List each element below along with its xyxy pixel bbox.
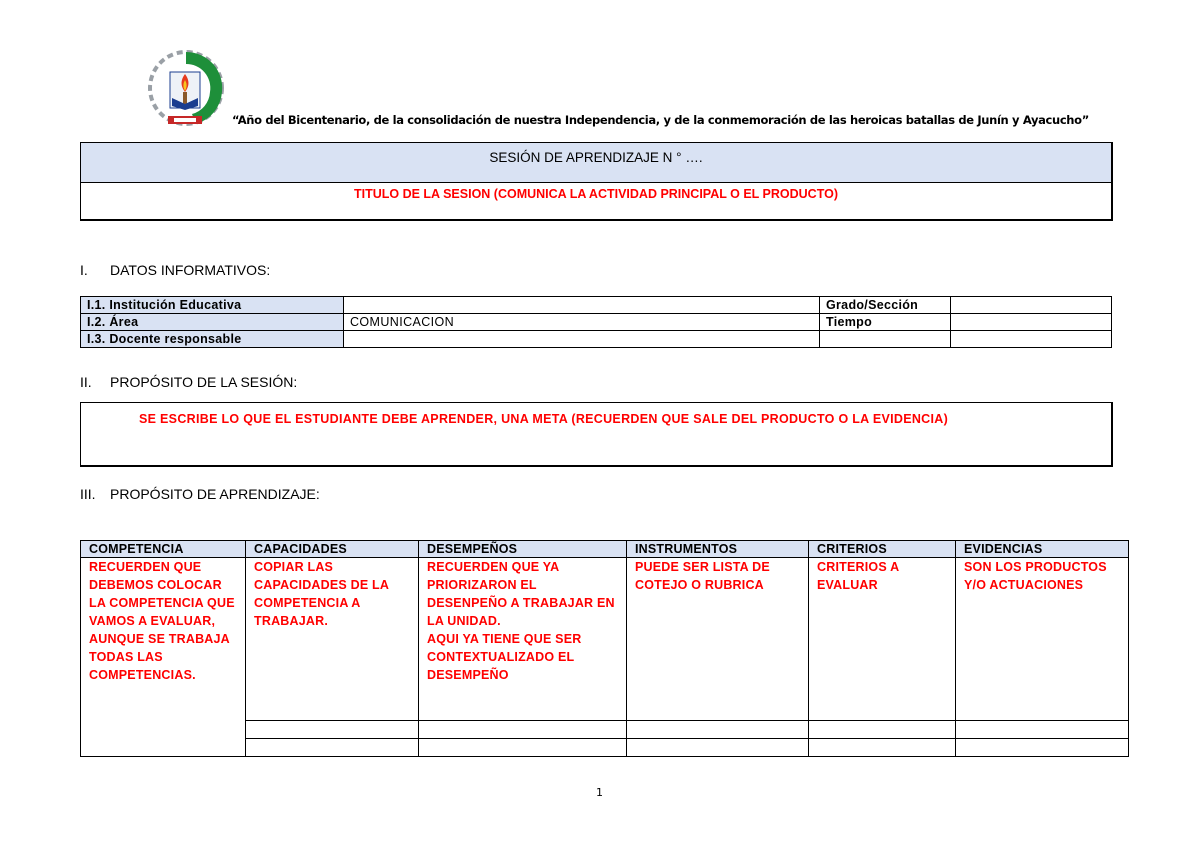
table-row xyxy=(81,297,1112,314)
section-number: I. xyxy=(80,262,88,278)
desempenos-cell xyxy=(419,558,627,721)
empty-cell xyxy=(246,721,419,739)
empty-cell xyxy=(956,721,1129,739)
empty-cell xyxy=(809,739,956,757)
motto: “Año del Bicentenario, de la consolidación de nuestra Independencia, y de la conmemoración de las heroicas batallas de Junín y Ayacucho” xyxy=(232,113,1089,127)
evidencias-cell: SON LOS PRODUCTOS Y/O ACTUACIONES xyxy=(956,558,1129,721)
table-row xyxy=(81,331,1112,348)
empty-cell xyxy=(956,739,1129,757)
table-cell xyxy=(951,314,1112,331)
criterios-cell: CRITERIOS A EVALUAR xyxy=(809,558,956,721)
section-proposito-aprendizaje-heading xyxy=(80,486,320,502)
section-proposito-sesion-heading xyxy=(80,374,297,390)
table-cell xyxy=(344,331,820,348)
table-cell: Tiempo xyxy=(820,314,951,331)
section-title: DATOS INFORMATIVOS: xyxy=(110,262,271,278)
table-cell: COMUNICACION xyxy=(344,314,820,331)
empty-cell xyxy=(809,721,956,739)
empty-cell xyxy=(419,721,627,739)
table-header-row xyxy=(81,541,1129,558)
table-row xyxy=(81,314,1112,331)
capacidades-cell: COPIAR LAS CAPACIDADES DE LA COMPETENCIA A TRABAJAR. xyxy=(246,558,419,721)
table-cell: I.3. Docente responsable xyxy=(81,331,344,348)
table-row xyxy=(81,558,1129,721)
session-box xyxy=(80,142,1113,221)
table-cell xyxy=(820,331,951,348)
table-cell: I.2. Área xyxy=(81,314,344,331)
page-number: 1 xyxy=(596,786,603,799)
section-number: II. xyxy=(80,374,92,390)
competencia-cell: RECUERDEN QUE DEBEMOS COLOCAR LA COMPETENCIA QUE VAMOS A EVALUAR, AUNQUE SE TRABAJA TODAS LAS COMPETENCIAS. xyxy=(81,558,246,757)
table-cell xyxy=(951,297,1112,314)
section-title: PROPÓSITO DE APRENDIZAJE: xyxy=(110,486,320,502)
table-cell: Grado/Sección xyxy=(820,297,951,314)
table-cell xyxy=(951,331,1112,348)
datos-table xyxy=(80,296,1112,348)
proposito-box xyxy=(80,402,1113,467)
session-title: SESIÓN DE APRENDIZAJE N ° …. xyxy=(81,143,1111,183)
desempenos-text-2: AQUI YA TIENE QUE SER CONTEXTUALIZADO EL DESEMPEÑO xyxy=(427,632,582,682)
empty-cell xyxy=(627,721,809,739)
empty-cell xyxy=(419,739,627,757)
empty-cell xyxy=(246,739,419,757)
instrumentos-cell: PUEDE SER LISTA DE COTEJO O RUBRICA xyxy=(627,558,809,721)
section-number: III. xyxy=(80,486,96,502)
school-crest-icon xyxy=(144,48,228,132)
column-header: INSTRUMENTOS xyxy=(627,541,809,558)
column-header: CAPACIDADES xyxy=(246,541,419,558)
section-datos-heading xyxy=(80,262,270,278)
desempenos-text-1: RECUERDEN QUE YA PRIORIZARON EL DESENPEÑO A TRABAJAR EN LA UNIDAD. xyxy=(427,560,615,628)
column-header: EVIDENCIAS xyxy=(956,541,1129,558)
table-cell xyxy=(344,297,820,314)
column-header: CRITERIOS xyxy=(809,541,956,558)
table-cell: I.1. Institución Educativa xyxy=(81,297,344,314)
empty-cell xyxy=(627,739,809,757)
section-title: PROPÓSITO DE LA SESIÓN: xyxy=(110,374,298,390)
column-header: COMPETENCIA xyxy=(81,541,246,558)
proposito-text: SE ESCRIBE LO QUE EL ESTUDIANTE DEBE APRENDER, UNA META (RECUERDEN QUE SALE DEL PRODUCTO O LA EVIDENCIA) xyxy=(139,412,949,426)
session-subtitle: TITULO DE LA SESION (COMUNICA LA ACTIVIDAD PRINCIPAL O EL PRODUCTO) xyxy=(353,187,839,201)
column-header: DESEMPEÑOS xyxy=(419,541,627,558)
aprendizaje-table xyxy=(80,540,1129,757)
